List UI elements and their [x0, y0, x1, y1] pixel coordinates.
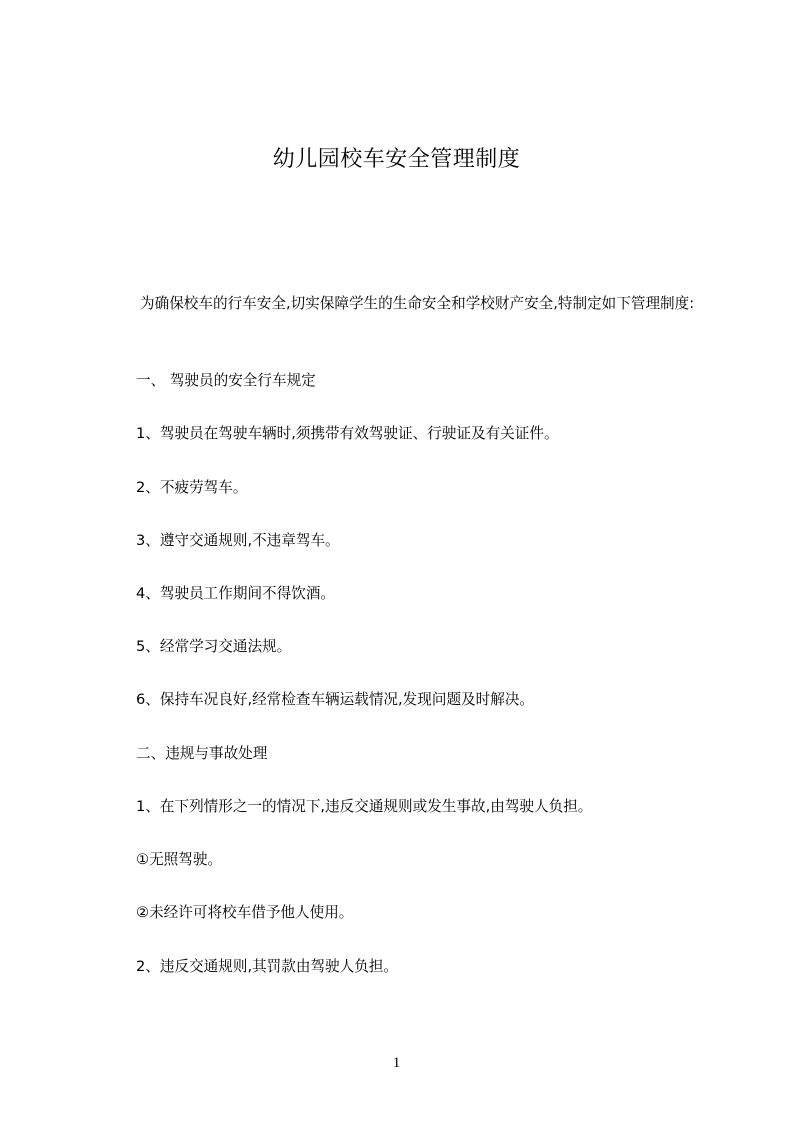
- list-item: 5、经常学习交通法规。: [136, 638, 292, 655]
- list-item: 3、遵守交通规则,不违章驾车。: [136, 532, 340, 549]
- page-title: 幼儿园校车安全管理制度: [272, 147, 521, 172]
- list-item: ①无照驾驶。: [136, 851, 223, 868]
- list-item: 2、不疲劳驾车。: [136, 479, 248, 496]
- section-heading-2: 二、违规与事故处理: [136, 745, 268, 762]
- section-heading-1: 一、 驾驶员的安全行车规定: [136, 372, 316, 389]
- intro-paragraph: 为确保校车的行车安全,切实保障学生的生命安全和学校财产安全,特制定如下管理制度:: [140, 295, 695, 312]
- list-item: 1、在下列情形之一的情况下,违反交通规则或发生事故,由驾驶人负担。: [136, 798, 593, 815]
- page-number: 1: [392, 1055, 401, 1071]
- list-item: 4、驾驶员工作期间不得饮酒。: [136, 585, 336, 602]
- list-item: 6、保持车况良好,经常检查车辆运载情况,发现问题及时解决。: [136, 691, 535, 708]
- list-item: ②未经许可将校车借予他人使用。: [136, 904, 354, 921]
- list-item: 2、违反交通规则,其罚款由驾驶人负担。: [136, 958, 399, 975]
- list-item: 1、驾驶员在驾驶车辆时,须携带有效驾驶证、行驶证及有关证件。: [136, 425, 559, 442]
